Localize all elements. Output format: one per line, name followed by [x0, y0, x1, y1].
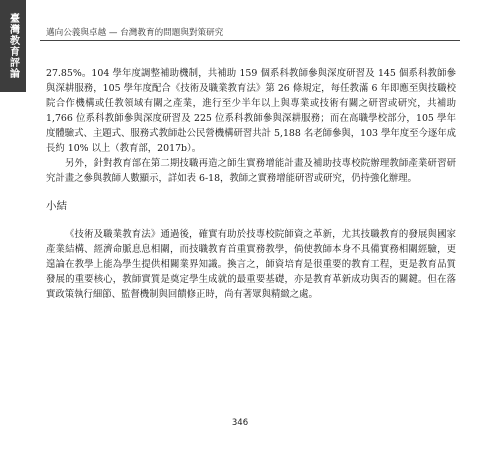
section-title: 小結 [46, 200, 67, 212]
running-header: 邁向公義與卓越 — 台灣教育的問題與對策研究 [46, 28, 224, 38]
paragraph-3: 《技術及職業教育法》通過後，確實有助於技專校院師資之革新，尤其技職教育的發展與國家產業結構、經濟命脈息息相關，而技職教育首重實務教學，倘使教師本身不具備實務相關經驗，更遑論在教學上能為學生提供相關業界知識。換言之，師資培育是很重要的教育工程，更是教育品質發展的重要核心，教師實質是奠定學生成就的最重要基礎，亦是教育革新成功與否的關鍵。但在落實政策執行細節、監督機制與回饋修正時，尚有著眾與精緻之處。 [46, 229, 456, 300]
paragraph-1: 27.85%。104 學年度調整補助機制，共補助 159 個系科教師參與深度研習及 145 個系科教師參與深耕服務，105 學年度配合《技術及職業教育法》第 26 條規定，每任教滿 6 年即應至與技職校院合作機構或任教領域有關之產業，進行至少半年以上與專業或技術有關之研習或研究，共補助 1,766 位系科教師參與深度研習及 225 位系科教師參與深耕服務；而在高職學校部分，105 學年度體驗式、主題式、服務式教師赴公民營機構研習共計 5,188 名老師參與，103 學年度至今逐年成長約 10% 以上（教育部，2017b）。 [46, 68, 456, 154]
page-number: 346 [231, 418, 249, 428]
side-tab: 臺灣教育評論 [0, 0, 26, 92]
paragraph-2: 另外，針對教育部在第二期技職再造之師生實務增能計畫及補助技專校院辦理教師產業研習研究計畫之參與教師人數顯示，詳如表 6-18，教師之實務增能研習或研究，仍持強化辦理。 [46, 158, 456, 184]
page-body [46, 66, 456, 302]
header-divider [40, 40, 460, 41]
